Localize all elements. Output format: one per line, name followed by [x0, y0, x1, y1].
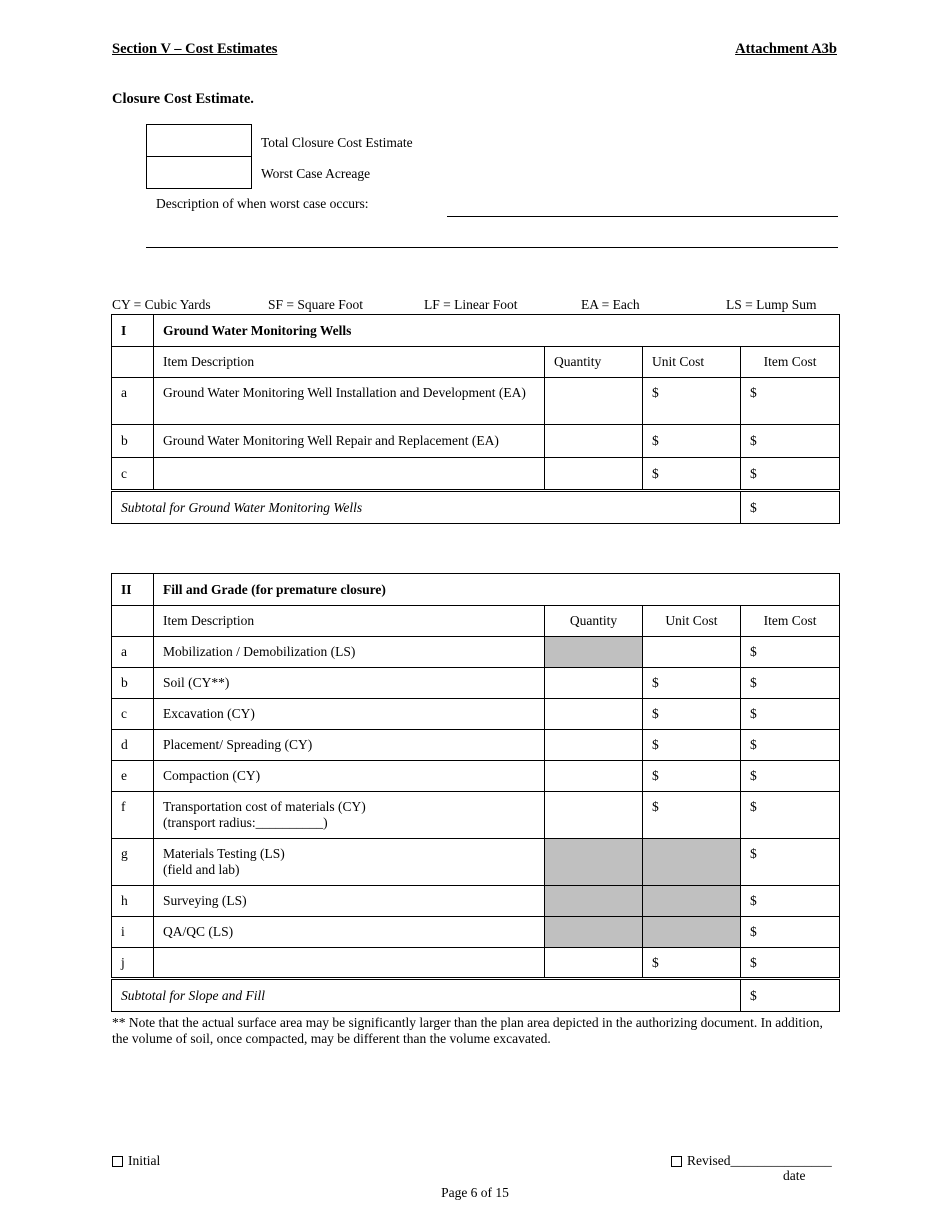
- unit-cost-cell[interactable]: $: [643, 425, 741, 458]
- subtotal-value[interactable]: $: [741, 979, 840, 1012]
- row-letter: g: [112, 839, 154, 886]
- item-cost-cell[interactable]: $: [741, 637, 840, 668]
- legend-sf: SF = Square Foot: [268, 297, 364, 312]
- row-description: Surveying (LS): [154, 886, 545, 917]
- table-row: [112, 917, 840, 948]
- row-letter: c: [112, 699, 154, 730]
- table-row: [112, 637, 840, 668]
- section-title: Fill and Grade (for premature closure): [154, 574, 840, 606]
- quantity-cell-disabled: [545, 839, 643, 886]
- item-description-header: Item Description: [154, 606, 545, 637]
- unit-cost-cell[interactable]: $: [643, 948, 741, 979]
- item-cost-cell[interactable]: $: [741, 668, 840, 699]
- row-letter: d: [112, 730, 154, 761]
- date-label: date: [783, 1168, 806, 1183]
- checkbox-icon[interactable]: [112, 1156, 123, 1167]
- legend-cy: CY = Cubic Yards: [112, 297, 211, 312]
- row-letter: h: [112, 886, 154, 917]
- item-cost-cell[interactable]: $: [741, 839, 840, 886]
- unit-cost-cell[interactable]: $: [643, 792, 741, 839]
- row-letter: b: [112, 668, 154, 699]
- closure-title: Closure Cost Estimate.: [112, 91, 254, 107]
- unit-cost-cell-disabled: [643, 886, 741, 917]
- worst-case-acreage-field[interactable]: [146, 156, 252, 189]
- table-row: [112, 668, 840, 699]
- item-cost-cell[interactable]: $: [741, 948, 840, 979]
- row-description: Ground Water Monitoring Well Installation and Development (EA): [154, 378, 545, 425]
- table-row: [112, 378, 840, 425]
- quantity-cell[interactable]: [545, 458, 643, 491]
- subtotal-row: [112, 491, 840, 524]
- initial-label: Initial: [128, 1153, 161, 1168]
- row-description: Compaction (CY): [154, 761, 545, 792]
- item-description-header: Item Description: [154, 347, 545, 378]
- item-cost-cell[interactable]: $: [741, 917, 840, 948]
- subtotal-value[interactable]: $: [741, 491, 840, 524]
- row-letter: a: [112, 637, 154, 668]
- worst-case-description-line-2[interactable]: [146, 247, 838, 248]
- item-cost-cell[interactable]: $: [741, 761, 840, 792]
- quantity-cell[interactable]: [545, 792, 643, 839]
- initial-option[interactable]: [112, 1153, 160, 1169]
- legend-lf: LF = Linear Foot: [424, 297, 518, 312]
- table-title-row: [112, 315, 840, 347]
- row-description: Mobilization / Demobilization (LS): [154, 637, 545, 668]
- table-row: [112, 761, 840, 792]
- quantity-cell[interactable]: [545, 948, 643, 979]
- unit-cost-cell[interactable]: $: [643, 668, 741, 699]
- table-row: [112, 792, 840, 839]
- worst-case-acreage-label: Worst Case Acreage: [261, 166, 371, 181]
- quantity-cell[interactable]: [545, 699, 643, 730]
- subtotal-row: [112, 979, 840, 1012]
- table-title-row: [112, 574, 840, 606]
- column-header-row: [112, 606, 840, 637]
- table-row: [112, 886, 840, 917]
- table-row: [112, 948, 840, 979]
- quantity-cell-disabled: [545, 886, 643, 917]
- table-row: [112, 839, 840, 886]
- row-letter: c: [112, 458, 154, 491]
- table-row: [112, 458, 840, 491]
- letter-header: [112, 347, 154, 378]
- quantity-cell-disabled: [545, 637, 643, 668]
- unit-cost-cell[interactable]: [643, 637, 741, 668]
- item-cost-cell[interactable]: $: [741, 792, 840, 839]
- total-closure-cost-field[interactable]: [146, 124, 252, 157]
- legend-ls: LS = Lump Sum: [726, 297, 817, 312]
- row-description: Excavation (CY): [154, 699, 545, 730]
- quantity-header: Quantity: [545, 347, 643, 378]
- ground-water-wells-table: [111, 314, 840, 524]
- letter-header: [112, 606, 154, 637]
- quantity-cell[interactable]: [545, 668, 643, 699]
- fill-and-grade-table: [111, 573, 840, 1012]
- row-description: Ground Water Monitoring Well Repair and Replacement (EA): [154, 425, 545, 458]
- checkbox-icon[interactable]: [671, 1156, 682, 1167]
- item-cost-cell[interactable]: $: [741, 378, 840, 425]
- worst-case-description-line-1[interactable]: [447, 216, 838, 217]
- row-description: Materials Testing (LS) (field and lab): [154, 839, 545, 886]
- row-description: Placement/ Spreading (CY): [154, 730, 545, 761]
- row-letter: a: [112, 378, 154, 425]
- quantity-cell[interactable]: [545, 730, 643, 761]
- row-letter: f: [112, 792, 154, 839]
- table-row: [112, 699, 840, 730]
- quantity-cell[interactable]: [545, 761, 643, 792]
- item-cost-cell[interactable]: $: [741, 730, 840, 761]
- row-letter: e: [112, 761, 154, 792]
- subtotal-label: Subtotal for Ground Water Monitoring Wells: [112, 491, 741, 524]
- unit-cost-cell[interactable]: $: [643, 378, 741, 425]
- row-letter: i: [112, 917, 154, 948]
- quantity-cell[interactable]: [545, 425, 643, 458]
- row-description: Soil (CY**): [154, 668, 545, 699]
- quantity-cell[interactable]: [545, 378, 643, 425]
- unit-cost-cell-disabled: [643, 839, 741, 886]
- table-row: [112, 730, 840, 761]
- attachment-heading: Attachment A3b: [735, 41, 837, 57]
- item-cost-header: Item Cost: [741, 606, 840, 637]
- column-header-row: [112, 347, 840, 378]
- row-description: Transportation cost of materials (CY) (transport radius:__________): [154, 792, 545, 839]
- item-cost-header: Item Cost: [741, 347, 840, 378]
- worst-case-description-label: Description of when worst case occurs:: [156, 196, 369, 211]
- unit-cost-cell[interactable]: $: [643, 761, 741, 792]
- legend-ea: EA = Each: [581, 297, 640, 312]
- unit-cost-header: Unit Cost: [643, 606, 741, 637]
- unit-cost-cell[interactable]: $: [643, 458, 741, 491]
- quantity-cell-disabled: [545, 917, 643, 948]
- unit-cost-cell[interactable]: $: [643, 730, 741, 761]
- row-letter: j: [112, 948, 154, 979]
- quantity-header: Quantity: [545, 606, 643, 637]
- unit-cost-cell-disabled: [643, 917, 741, 948]
- item-cost-cell[interactable]: $: [741, 699, 840, 730]
- section-heading: Section V – Cost Estimates: [112, 41, 278, 57]
- row-letter: b: [112, 425, 154, 458]
- total-closure-cost-label: Total Closure Cost Estimate: [261, 135, 413, 150]
- section-title: Ground Water Monitoring Wells: [154, 315, 840, 347]
- table-row: [112, 425, 840, 458]
- section-numeral: I: [112, 315, 154, 347]
- soil-volume-note: ** Note that the actual surface area may be significantly larger than the plan area depicted in the authorizing document. In addition, the volume of soil, once compacted, may be different than the volume excavated.: [112, 1015, 823, 1046]
- page-number: Page 6 of 15: [441, 1185, 509, 1200]
- row-description: QA/QC (LS): [154, 917, 545, 948]
- revised-option[interactable]: [671, 1153, 832, 1169]
- row-description[interactable]: [154, 458, 545, 491]
- unit-cost-cell[interactable]: $: [643, 699, 741, 730]
- row-description[interactable]: [154, 948, 545, 979]
- item-cost-cell[interactable]: $: [741, 886, 840, 917]
- unit-cost-header: Unit Cost: [643, 347, 741, 378]
- item-cost-cell[interactable]: $: [741, 425, 840, 458]
- subtotal-label: Subtotal for Slope and Fill: [112, 979, 741, 1012]
- revised-label: Revised_______________: [687, 1153, 832, 1168]
- section-numeral: II: [112, 574, 154, 606]
- item-cost-cell[interactable]: $: [741, 458, 840, 491]
